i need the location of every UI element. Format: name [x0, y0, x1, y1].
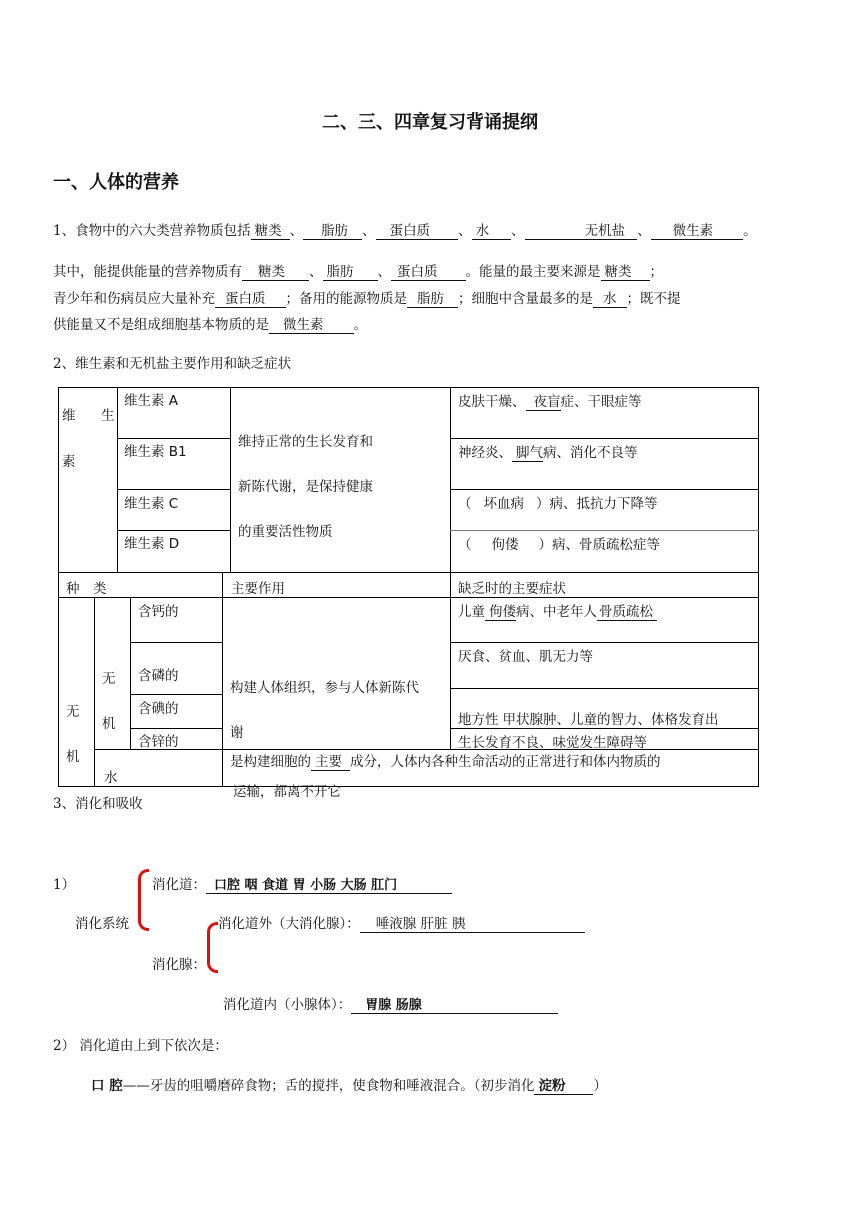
mouth-end: ） [593, 1078, 607, 1094]
digestive-tract-label: 消化道： [152, 877, 206, 893]
grid-line [117, 489, 231, 490]
p2-l2-end: ；既不提 [626, 291, 681, 307]
p2-l2-prefix: 青少年和伤病员应大量补充 [53, 291, 215, 307]
text: ）病、骨质疏松症等 [538, 537, 660, 553]
nutrient-blank-6: 微生素 [651, 224, 744, 240]
end: 。 [743, 223, 757, 239]
phosphorus-symptom: 厌食、贫血、肌无力等 [458, 649, 593, 665]
text: 成分，人体内各种生命活动的正常进行和体内物质的 [350, 754, 661, 770]
section-heading-nutrition: 一、人体的营养 [53, 172, 179, 193]
blank: 糖类 [242, 265, 309, 281]
paragraph-energy-line-2 [53, 287, 681, 308]
vitamin-c-name: 维生素 C [124, 496, 179, 512]
p2-l1-prefix: 其中，能提供能量的营养物质有 [53, 264, 242, 280]
header-function: 主要作用 [231, 581, 285, 597]
vitamin-d-symptom [458, 533, 660, 553]
blank: 脂肪 [323, 265, 378, 281]
mineral-inner-label-2: 机 [102, 716, 116, 732]
blank: 蛋白质 [215, 292, 286, 308]
section-heading-digestion: 3、消化和吸收 [53, 796, 143, 812]
inner-gland-label: 消化道内（小腺体）： [223, 997, 352, 1013]
vitamin-b1-symptom [458, 441, 638, 462]
mineral-outer-label-2: 机 [66, 749, 80, 765]
system-brace-icon [138, 869, 149, 931]
outer-gland-value: 唾液腺 肝脏 胰 [360, 917, 586, 933]
blank: 脚气 [512, 446, 543, 462]
text: 病、消化不良等 [543, 445, 638, 461]
grid-line [130, 694, 222, 695]
outer-gland-label: 消化道外（大消化腺）： [218, 916, 360, 932]
water-overflow-text: 运输，都离不开它 [233, 784, 341, 800]
vitamin-b1-name: 维生素 B1 [124, 444, 187, 460]
water-label: 水 [104, 770, 118, 786]
p2-l3-prefix: 供能量又不是组成细胞基本物质的是 [53, 317, 269, 333]
grid-line [222, 572, 223, 786]
water-overflow-clip [223, 780, 758, 800]
sep: 、 [637, 223, 651, 239]
p2-l3-end: 。 [353, 317, 367, 333]
vitamin-function-line-1: 维持正常的生长发育和 [238, 434, 373, 450]
outer-gland-row [218, 912, 585, 933]
header-symptom: 缺乏时的主要症状 [458, 581, 566, 597]
p2-l2-mid2: ；细胞中含量最多的是 [458, 291, 593, 307]
blank: 佝偻 [485, 605, 516, 621]
digest-item-1-number: 1） [53, 877, 76, 893]
p2-l1-end: ； [649, 264, 663, 280]
iodine-symptom [458, 708, 719, 729]
inner-gland-row [223, 993, 558, 1014]
text: 儿童 [458, 604, 485, 620]
mineral-function-line-2: 谢 [230, 725, 244, 741]
table-border-bottom [58, 786, 759, 787]
blank: 甲状腺肿 [499, 713, 557, 729]
gland-brace-icon [207, 922, 218, 973]
mouth-row [91, 1074, 607, 1095]
vitamin-function-line-3: 的重要活性物质 [238, 524, 333, 540]
table-border-right [758, 387, 759, 787]
grid-line [117, 387, 118, 572]
digest-item-2-text: 2） 消化道由上到下依次是： [53, 1038, 228, 1054]
text: 、儿童的智力、体格发育出 [556, 712, 719, 728]
mouth-text: ——牙齿的咀嚼磨碎食物；舌的搅拌，使食物和唾液混合。（初步消化 [122, 1078, 535, 1094]
zinc-symptom: 生长发育不良、味觉发生障碍等 [458, 735, 647, 751]
blank: 水 [593, 292, 627, 308]
grid-line [58, 572, 759, 573]
answer: 坏血病 [483, 496, 524, 512]
mineral-inner-label-1: 无 [102, 671, 116, 687]
blank: 骨质疏松 [597, 605, 657, 621]
grid-line [450, 688, 759, 689]
text: 皮肤干燥、 [458, 394, 526, 410]
p2-l2-mid1: ；备用的能源物质是 [285, 291, 407, 307]
nutrient-blank-1: 糖类 [251, 224, 290, 240]
grid-line [450, 387, 451, 572]
sep: 、 [362, 223, 376, 239]
digestive-system-label: 消化系统 [75, 916, 129, 932]
sep: 、 [377, 264, 391, 280]
calcium-symptom [458, 600, 657, 621]
mineral-phosphorus-name: 含磷的 [138, 668, 179, 684]
vitamin-c-symptom [458, 492, 658, 512]
table-border-left [58, 387, 59, 787]
mouth-label: 口 腔 [91, 1078, 123, 1094]
grid-line [130, 728, 222, 729]
vitamin-label-1: 维 [62, 408, 76, 424]
mineral-iodine-name: 含碘的 [138, 701, 179, 717]
text: 神经炎、 [458, 445, 512, 461]
page-title: 二、三、四章复习背诵提纲 [322, 112, 538, 133]
sep: 、 [458, 223, 472, 239]
table-border-top [58, 387, 759, 388]
blank: 脂肪 [407, 292, 458, 308]
paragraph-energy-line-3 [53, 313, 367, 334]
inner-gland-value: 胃腺 肠腺 [351, 998, 558, 1014]
digestive-gland-label: 消化腺： [152, 957, 206, 973]
digestive-tract-row [152, 873, 452, 894]
grid-line [450, 438, 759, 439]
section-heading-vitamins: 2、维生素和无机盐主要作用和缺乏症状 [53, 356, 292, 372]
paragraph-six-nutrients [53, 219, 757, 240]
grid-line [130, 642, 222, 643]
vitamin-label-2: 生 [101, 408, 115, 424]
text: 地方性 [458, 712, 499, 728]
blank: 糖类 [601, 265, 650, 281]
grid-line [450, 530, 759, 531]
grid-line [450, 642, 759, 643]
vitamin-function-line-2: 新陈代谢，是保持健康 [238, 479, 373, 495]
grid-line [230, 387, 231, 572]
text: 病、中老年人 [516, 604, 597, 620]
blank: 微生素 [269, 318, 354, 334]
nutrient-blank-2: 脂肪 [303, 224, 362, 240]
blank: 夜盲 [526, 395, 561, 411]
grid-line [117, 438, 231, 439]
p2-l1-mid: 。能量的最主要来源是 [465, 264, 601, 280]
mineral-outer-label-1: 无 [66, 704, 80, 720]
p1-prefix: 1、食物中的六大类营养物质包括 [53, 223, 251, 239]
header-kind: 种 类 [66, 581, 107, 597]
sep: 、 [289, 223, 304, 239]
grid-line [130, 597, 131, 749]
paragraph-energy-line-1 [53, 260, 663, 281]
vitamin-label-3: 素 [62, 454, 76, 470]
grid-line [450, 572, 451, 749]
blank: 蛋白质 [391, 265, 466, 281]
nutrient-blank-4: 水 [472, 224, 512, 240]
digestive-tract-value: 口腔 咽 食道 胃 小肠 大肠 肛门 [206, 878, 452, 894]
nutrient-blank-5: 无机盐 [525, 224, 638, 240]
sep: 、 [511, 223, 525, 239]
text: （ [458, 537, 472, 553]
vitamin-a-symptom [458, 390, 642, 411]
mouth-blank: 淀粉 [534, 1079, 593, 1095]
text: 症、干眼症等 [560, 394, 642, 410]
blank: 主要 [311, 755, 350, 771]
grid-line [58, 597, 759, 598]
sep: 、 [309, 264, 323, 280]
grid-line [117, 530, 231, 531]
mineral-calcium-name: 含钙的 [138, 604, 179, 620]
mineral-function-line-1: 构建人体组织，参与人体新陈代 [230, 680, 419, 696]
vitamin-a-name: 维生素 A [124, 393, 179, 409]
grid-line [450, 489, 759, 490]
mineral-zinc-name: 含锌的 [138, 734, 179, 750]
water-description [230, 750, 661, 771]
vitamin-d-name: 维生素 D [124, 536, 180, 552]
text: 是构建细胞的 [230, 754, 311, 770]
answer: 佝偻 [491, 537, 519, 553]
text: ）病、抵抗力下降等 [536, 496, 658, 512]
grid-line [94, 597, 95, 786]
text: （ [458, 496, 472, 512]
nutrient-blank-3: 蛋白质 [376, 224, 459, 240]
